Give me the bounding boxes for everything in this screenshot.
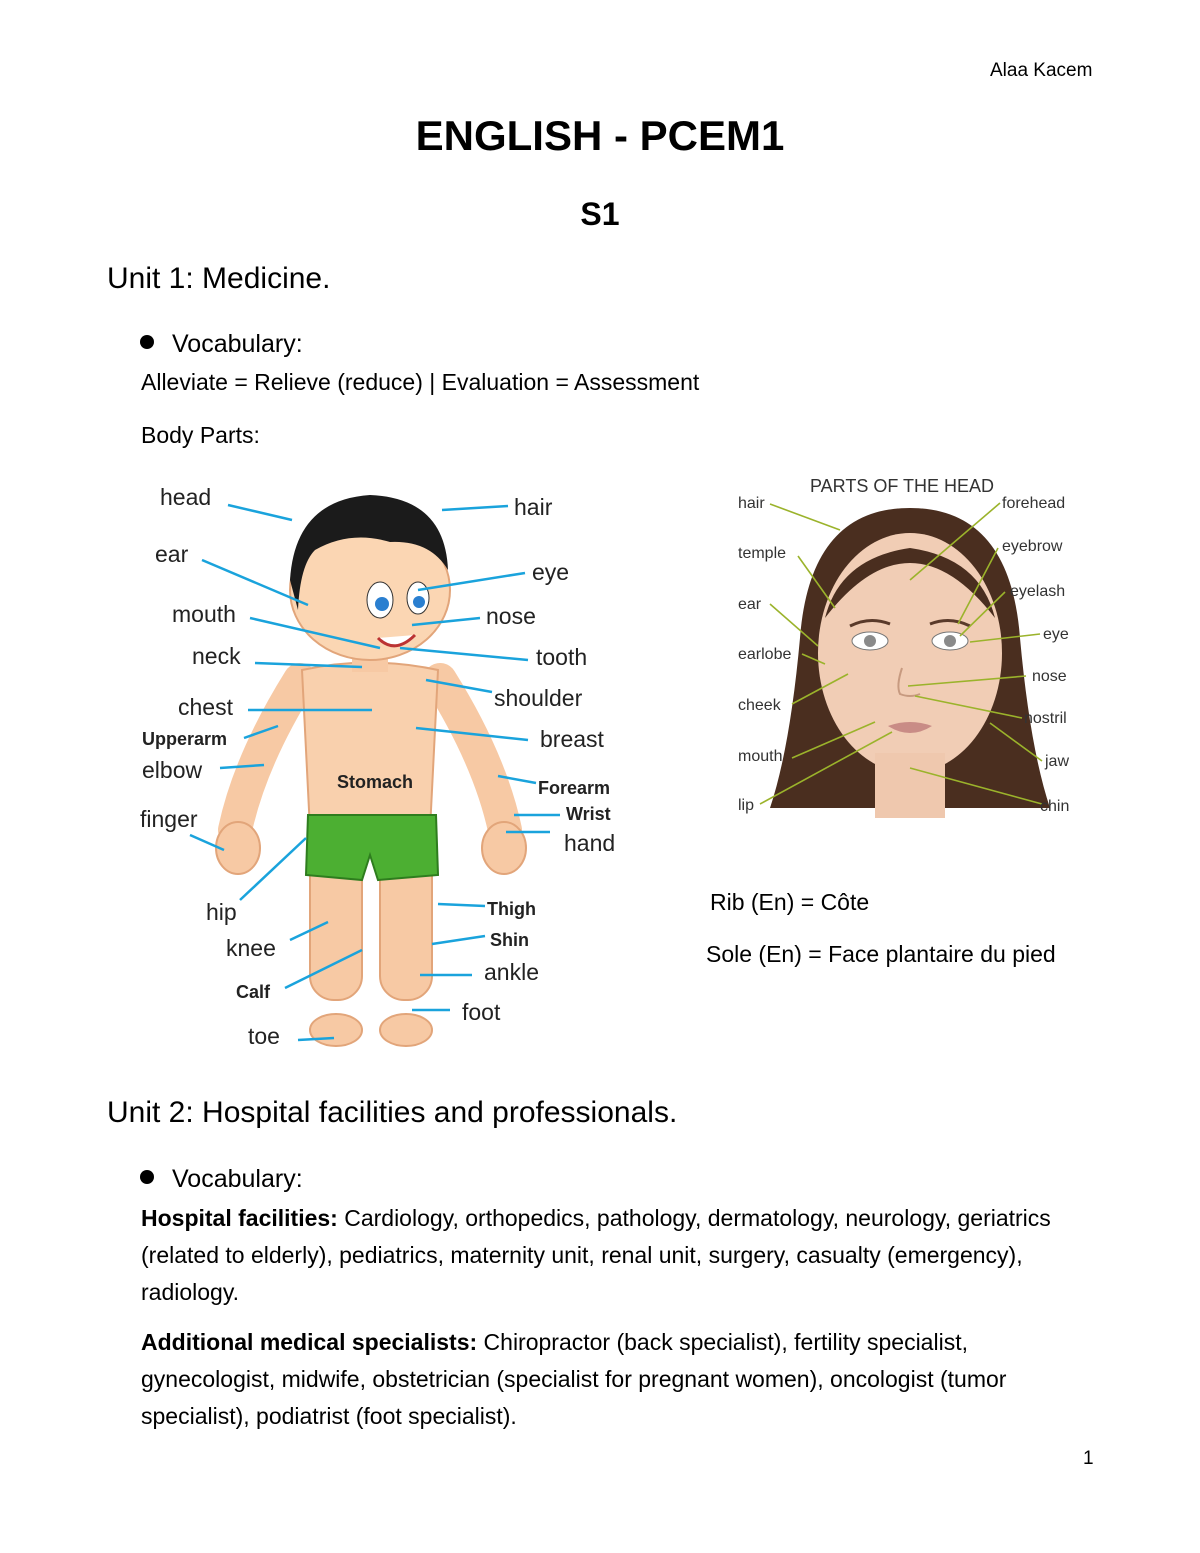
label-thigh: Thigh <box>487 899 536 919</box>
label-breast: breast <box>540 726 604 752</box>
label-chest: chest <box>178 694 233 720</box>
head-label-ear: ear <box>738 596 762 613</box>
unit1-heading: Unit 1: Medicine. <box>107 262 331 295</box>
unit1-vocab-line: Alleviate = Relieve (reduce) | Evaluation = Assessment <box>141 369 700 395</box>
author-name: Alaa Kacem <box>990 60 1093 81</box>
body-parts-label: Body Parts: <box>141 422 260 448</box>
document-title: ENGLISH - PCEM1 <box>415 112 785 159</box>
label-nose: nose <box>486 603 536 629</box>
label-elbow: elbow <box>142 757 203 783</box>
rib-translation: Rib (En) = Côte <box>710 889 870 915</box>
bullet-dot-icon <box>140 1170 154 1184</box>
label-foot: foot <box>462 999 501 1025</box>
semester-heading: S1 <box>580 196 620 232</box>
label-hip: hip <box>206 899 237 925</box>
head-label-hair: hair <box>738 495 765 512</box>
head-label-jaw: jaw <box>1045 753 1070 770</box>
label-head: head <box>160 484 212 510</box>
label-upperarm: Upperarm <box>142 729 228 749</box>
head-diagram-title: PARTS OF THE HEAD <box>810 476 995 496</box>
unit2-heading: Unit 2: Hospital facilities and professionals. <box>107 1096 678 1129</box>
facilities-text: Cardiology, orthopedics, pathology, dermatology, neurology, geriatrics (related to elderly), pediatrics, maternity unit, renal unit, surgery, casualty (emergency), radiology. <box>141 1205 1051 1305</box>
label-toe: toe <box>248 1023 280 1049</box>
boy-figure <box>216 495 526 1046</box>
head-label-chin: chin <box>1040 798 1070 815</box>
specialists-label: Additional medical specialists: <box>141 1329 478 1355</box>
unit1-vocab-bullet: Vocabulary: <box>140 330 303 359</box>
unit2-vocab-bullet: Vocabulary: <box>140 1165 303 1194</box>
head-label-eye: eye <box>1043 626 1069 643</box>
head-label-eyebrow: eyebrow <box>1002 538 1063 555</box>
head-label-nose: nose <box>1032 668 1067 685</box>
label-stomach: Stomach <box>337 772 414 792</box>
label-knee: knee <box>226 935 276 961</box>
label-shoulder: shoulder <box>494 685 583 711</box>
bullet-dot-icon <box>140 335 154 349</box>
label-tooth: tooth <box>536 644 588 670</box>
label-finger: finger <box>140 806 198 832</box>
label-mouth: mouth <box>172 601 236 627</box>
sole-translation: Sole (En) = Face plantaire du pied <box>706 941 1056 967</box>
hospital-facilities-paragraph <box>141 1200 1091 1311</box>
head-label-lip: lip <box>738 797 755 814</box>
head-label-earlobe: earlobe <box>738 646 792 663</box>
head-label-mouth: mouth <box>738 748 783 765</box>
label-eye: eye <box>532 559 570 585</box>
label-ankle: ankle <box>484 959 539 985</box>
label-hair: hair <box>514 494 553 520</box>
specialists-paragraph <box>141 1324 1091 1435</box>
label-ear: ear <box>155 541 189 567</box>
page-number: 1 <box>1083 1448 1094 1469</box>
body-parts-diagram <box>130 470 650 1060</box>
label-wrist: Wrist <box>566 804 611 824</box>
head-label-cheek: cheek <box>738 697 781 714</box>
facilities-label: Hospital facilities: <box>141 1205 338 1231</box>
label-calf: Calf <box>236 982 271 1002</box>
label-hand: hand <box>564 830 616 856</box>
head-label-forehead: forehead <box>1002 495 1066 512</box>
label-forearm: Forearm <box>538 778 611 798</box>
label-shin: Shin <box>490 930 529 950</box>
head-label-nostril: nostril <box>1024 710 1067 727</box>
specialists-text: Chiropractor (back specialist), fertility specialist, gynecologist, midwife, obstetrician (specialist for pregnant women), oncologist (tumor specialist), podiatrist (foot specialist). <box>141 1329 1007 1429</box>
head-parts-diagram <box>730 468 1100 848</box>
head-label-eyelash: eyelash <box>1010 583 1066 600</box>
head-label-temple: temple <box>738 545 787 562</box>
label-neck: neck <box>192 643 241 669</box>
